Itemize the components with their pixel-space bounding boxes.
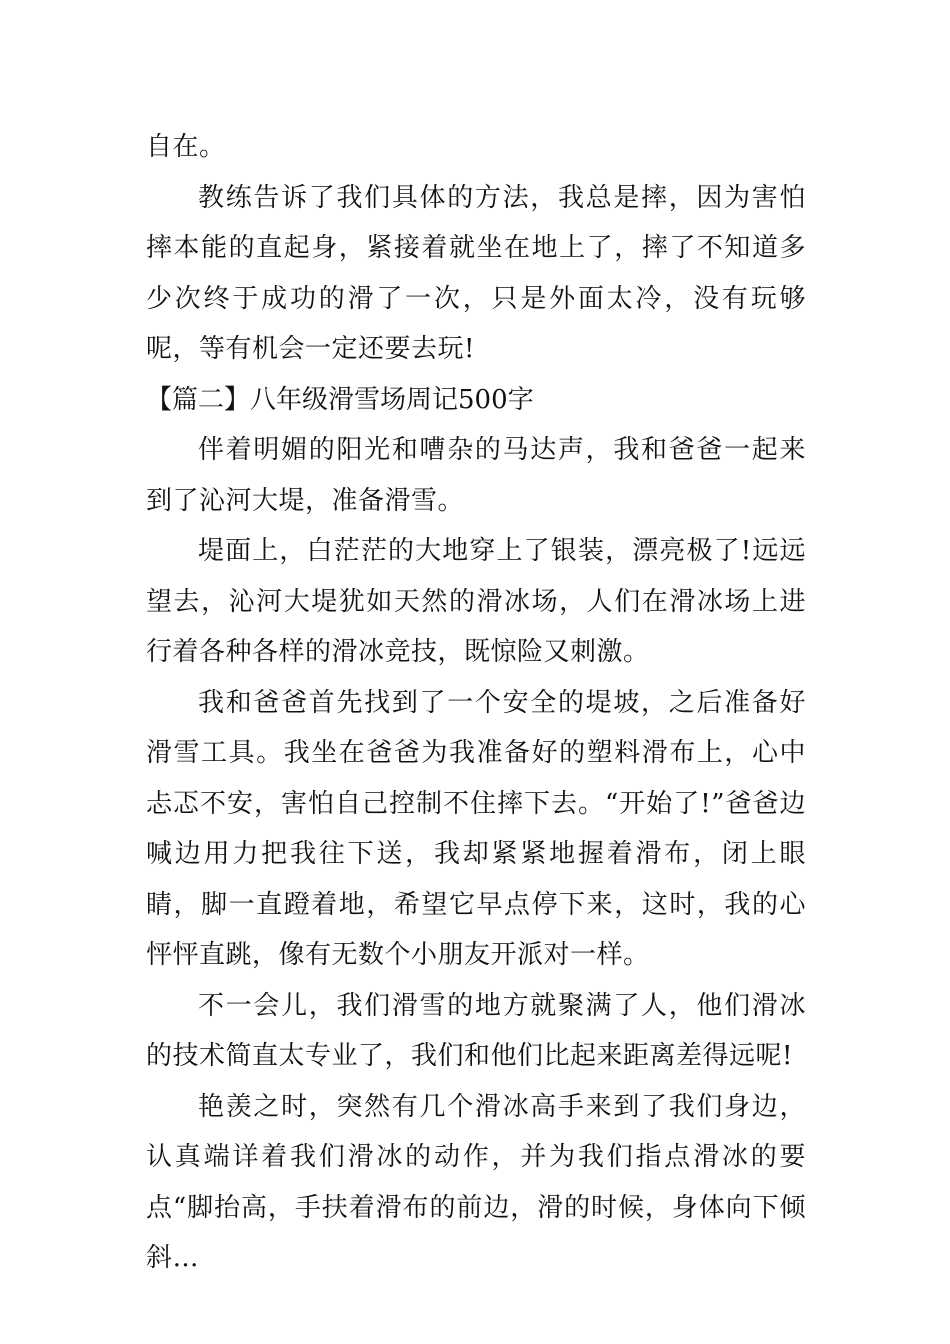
- paragraph-crowd: 不一会儿，我们滑雪的地方就聚满了人，他们滑冰的技术简直太专业了，我们和他们比起来距离差得远呢!: [146, 990, 806, 1071]
- document-page: [146, 122, 806, 1284]
- paragraph-arrival: 伴着明媚的阳光和嘈杂的马达声，我和爸爸一起来到了沁河大堤，准备滑雪。: [146, 435, 806, 516]
- paragraph-experts: 艳羡之时，突然有几个滑冰高手来到了我们身边，认真端详着我们滑冰的动作，并为我们指点滑冰的要点“脚抬高，手扶着滑布的前边，滑的时候，身体向下倾斜…: [146, 1091, 806, 1273]
- paragraph-coach-method: 教练告诉了我们具体的方法，我总是摔，因为害怕摔本能的直起身，紧接着就坐在地上了，摔了不知道多少次终于成功的滑了一次，只是外面太冷，没有玩够呢，等有机会一定还要去玩!: [146, 182, 806, 364]
- paragraph-first-slide: 我和爸爸首先找到了一个安全的堤坡，之后准备好滑雪工具。我坐在爸爸为我准备好的塑料滑布上，心中忐忑不安，害怕自己控制不住摔下去。“开始了!”爸爸边喊边用力把我往下送，我却紧紧地握着滑布，闭上眼睛，脚一直蹬着地，希望它早点停下来，这时，我的心怦怦直跳，像有无数个小朋友开派对一样。: [146, 687, 806, 970]
- paragraph-embankment: 堤面上，白茫茫的大地穿上了银装，漂亮极了!远远望去，沁河大堤犹如天然的滑冰场，人们在滑冰场上进行着各种各样的滑冰竞技，既惊险又刺激。: [146, 536, 806, 667]
- section-heading: 【篇二】八年级滑雪场周记500字: [146, 384, 534, 415]
- paragraph-continuation: 自在。: [146, 132, 226, 162]
